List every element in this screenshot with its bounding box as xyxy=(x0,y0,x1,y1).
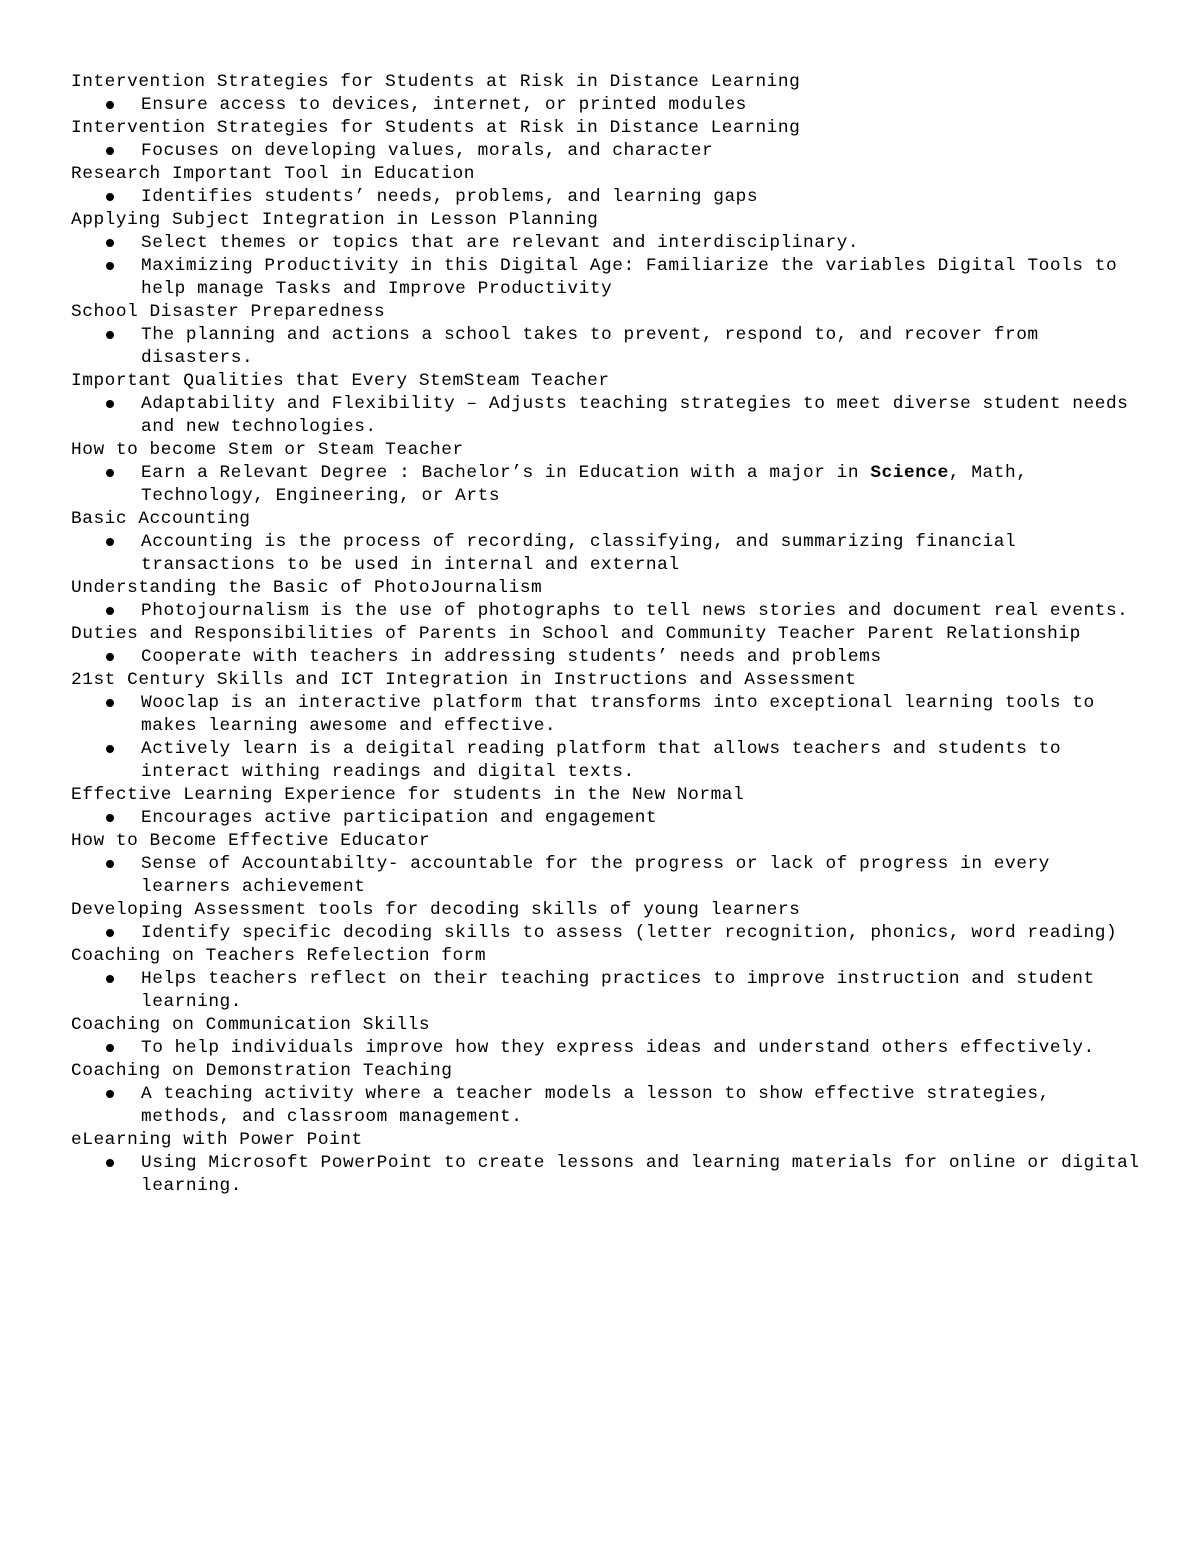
bullet-text: Using Microsoft PowerPoint to create lessons and learning materials for online or digital learning. xyxy=(141,1153,1140,1196)
bullet-list xyxy=(71,531,1146,577)
bullet-item xyxy=(71,807,1146,830)
bullet-text: Accounting is the process of recording, classifying, and summarizing financial transactions to be used in internal and external xyxy=(141,532,1017,575)
bullet-dot-icon xyxy=(106,699,114,707)
bullet-list xyxy=(71,1152,1146,1198)
section-heading: Basic Accounting xyxy=(71,509,251,529)
section-heading: How to become Stem or Steam Teacher xyxy=(71,440,464,460)
bullet-item xyxy=(71,968,1146,1014)
bullet-dot-icon xyxy=(106,1044,114,1052)
bullet-list xyxy=(71,186,1146,209)
bullet-item xyxy=(71,600,1146,623)
bullet-text: Cooperate with teachers in addressing students’ needs and problems xyxy=(141,647,882,667)
section-heading: eLearning with Power Point xyxy=(71,1130,363,1150)
bullet-list xyxy=(71,922,1146,945)
bullet-text: Actively learn is a deigital reading platform that allows teachers and students to interact withing readings and digital texts. xyxy=(141,739,1062,782)
section-heading: Research Important Tool in Education xyxy=(71,164,475,184)
document-section xyxy=(71,830,1146,899)
bullet-list xyxy=(71,1037,1146,1060)
bullet-list xyxy=(71,1083,1146,1129)
document-section xyxy=(71,1129,1146,1198)
bullet-item xyxy=(71,255,1146,301)
bullet-item xyxy=(71,531,1146,577)
section-heading: Duties and Responsibilities of Parents in School and Community Teacher Parent Relationship xyxy=(71,624,1081,644)
bullet-text: A teaching activity where a teacher models a lesson to show effective strategies, methods, and classroom management. xyxy=(141,1084,1050,1127)
document-section xyxy=(71,784,1146,830)
bullet-dot-icon xyxy=(106,101,114,109)
document-section xyxy=(71,945,1146,1014)
bullet-item xyxy=(71,853,1146,899)
section-heading: Effective Learning Experience for students in the New Normal xyxy=(71,785,745,805)
bullet-text: Earn a Relevant Degree : Bachelor’s in Education with a major in xyxy=(141,463,871,483)
bullet-dot-icon xyxy=(106,469,114,477)
section-heading: Coaching on Teachers Refelection form xyxy=(71,946,487,966)
section-heading: Applying Subject Integration in Lesson Planning xyxy=(71,210,599,230)
bullet-list xyxy=(71,324,1146,370)
bullet-list xyxy=(71,853,1146,899)
document-section xyxy=(71,163,1146,209)
bullet-list xyxy=(71,807,1146,830)
document-section xyxy=(71,209,1146,301)
bullet-dot-icon xyxy=(106,860,114,868)
bullet-item xyxy=(71,140,1146,163)
bullet-dot-icon xyxy=(106,1090,114,1098)
bullet-text: Select themes or topics that are relevant and interdisciplinary. xyxy=(141,233,860,253)
section-heading: Coaching on Demonstration Teaching xyxy=(71,1061,453,1081)
bullet-list xyxy=(71,462,1146,508)
document-section xyxy=(71,623,1146,669)
bullet-item xyxy=(71,393,1146,439)
bullet-bold-text: Science xyxy=(870,463,949,483)
bullet-list xyxy=(71,968,1146,1014)
document-section xyxy=(71,577,1146,623)
section-heading: Understanding the Basic of PhotoJournalism xyxy=(71,578,543,598)
bullet-list xyxy=(71,232,1146,301)
bullet-list xyxy=(71,692,1146,784)
bullet-text: The planning and actions a school takes to prevent, respond to, and recover from disasters. xyxy=(141,325,1039,368)
section-heading: School Disaster Preparedness xyxy=(71,302,386,322)
bullet-item xyxy=(71,1083,1146,1129)
bullet-item xyxy=(71,462,1146,508)
document-section xyxy=(71,439,1146,508)
section-heading: Intervention Strategies for Students at Risk in Distance Learning xyxy=(71,72,801,92)
bullet-item xyxy=(71,1152,1146,1198)
bullet-text: Sense of Accountabilty- accountable for the progress or lack of progress in every learners achievement xyxy=(141,854,1050,897)
bullet-dot-icon xyxy=(106,814,114,822)
bullet-dot-icon xyxy=(106,147,114,155)
section-heading: Intervention Strategies for Students at Risk in Distance Learning xyxy=(71,118,801,138)
bullet-item xyxy=(71,324,1146,370)
document-body xyxy=(71,71,1146,1198)
bullet-list xyxy=(71,140,1146,163)
bullet-item xyxy=(71,738,1146,784)
document-section xyxy=(71,1014,1146,1060)
document-section xyxy=(71,899,1146,945)
section-heading: Important Qualities that Every StemSteam Teacher xyxy=(71,371,610,391)
bullet-text: Photojournalism is the use of photographs to tell news stories and document real events. xyxy=(141,601,1129,621)
section-heading: Developing Assessment tools for decoding skills of young learners xyxy=(71,900,801,920)
bullet-list xyxy=(71,600,1146,623)
document-section xyxy=(71,301,1146,370)
bullet-dot-icon xyxy=(106,929,114,937)
bullet-dot-icon xyxy=(106,745,114,753)
bullet-dot-icon xyxy=(106,975,114,983)
bullet-list xyxy=(71,393,1146,439)
document-section xyxy=(71,117,1146,163)
bullet-dot-icon xyxy=(106,239,114,247)
bullet-dot-icon xyxy=(106,1159,114,1167)
bullet-dot-icon xyxy=(106,607,114,615)
document-section xyxy=(71,669,1146,784)
document-section xyxy=(71,508,1146,577)
document-section xyxy=(71,71,1146,117)
bullet-dot-icon xyxy=(106,400,114,408)
bullet-text: , Math, Technology, Engineering, or Arts xyxy=(141,463,1028,506)
bullet-text: To help individuals improve how they express ideas and understand others effectively. xyxy=(141,1038,1095,1058)
bullet-item xyxy=(71,692,1146,738)
bullet-text: Identify specific decoding skills to assess (letter recognition, phonics, word reading) xyxy=(141,923,1118,943)
bullet-dot-icon xyxy=(106,538,114,546)
document-section xyxy=(71,370,1146,439)
bullet-text: Encourages active participation and engagement xyxy=(141,808,658,828)
bullet-dot-icon xyxy=(106,331,114,339)
section-heading: 21st Century Skills and ICT Integration in Instructions and Assessment xyxy=(71,670,857,690)
section-heading: Coaching on Communication Skills xyxy=(71,1015,431,1035)
document-section xyxy=(71,1060,1146,1129)
bullet-text: Adaptability and Flexibility – Adjusts teaching strategies to meet diverse student needs and new technologies. xyxy=(141,394,1129,437)
section-heading: How to Become Effective Educator xyxy=(71,831,431,851)
bullet-item xyxy=(71,646,1146,669)
bullet-item xyxy=(71,94,1146,117)
bullet-text: Identifies students’ needs, problems, and learning gaps xyxy=(141,187,759,207)
bullet-list xyxy=(71,646,1146,669)
bullet-item xyxy=(71,232,1146,255)
bullet-dot-icon xyxy=(106,653,114,661)
bullet-item xyxy=(71,922,1146,945)
bullet-item xyxy=(71,186,1146,209)
bullet-text: Ensure access to devices, internet, or printed modules xyxy=(141,95,747,115)
bullet-dot-icon xyxy=(106,193,114,201)
bullet-text: Helps teachers reflect on their teaching practices to improve instruction and student learning. xyxy=(141,969,1095,1012)
bullet-text: Wooclap is an interactive platform that transforms into exceptional learning tools to makes learning awesome and effective. xyxy=(141,693,1095,736)
bullet-text: Focuses on developing values, morals, and character xyxy=(141,141,714,161)
bullet-text: Maximizing Productivity in this Digital Age: Familiarize the variables Digital Tools to help manage Tasks and Improve Productivity xyxy=(141,256,1118,299)
bullet-dot-icon xyxy=(106,262,114,270)
bullet-item xyxy=(71,1037,1146,1060)
bullet-list xyxy=(71,94,1146,117)
